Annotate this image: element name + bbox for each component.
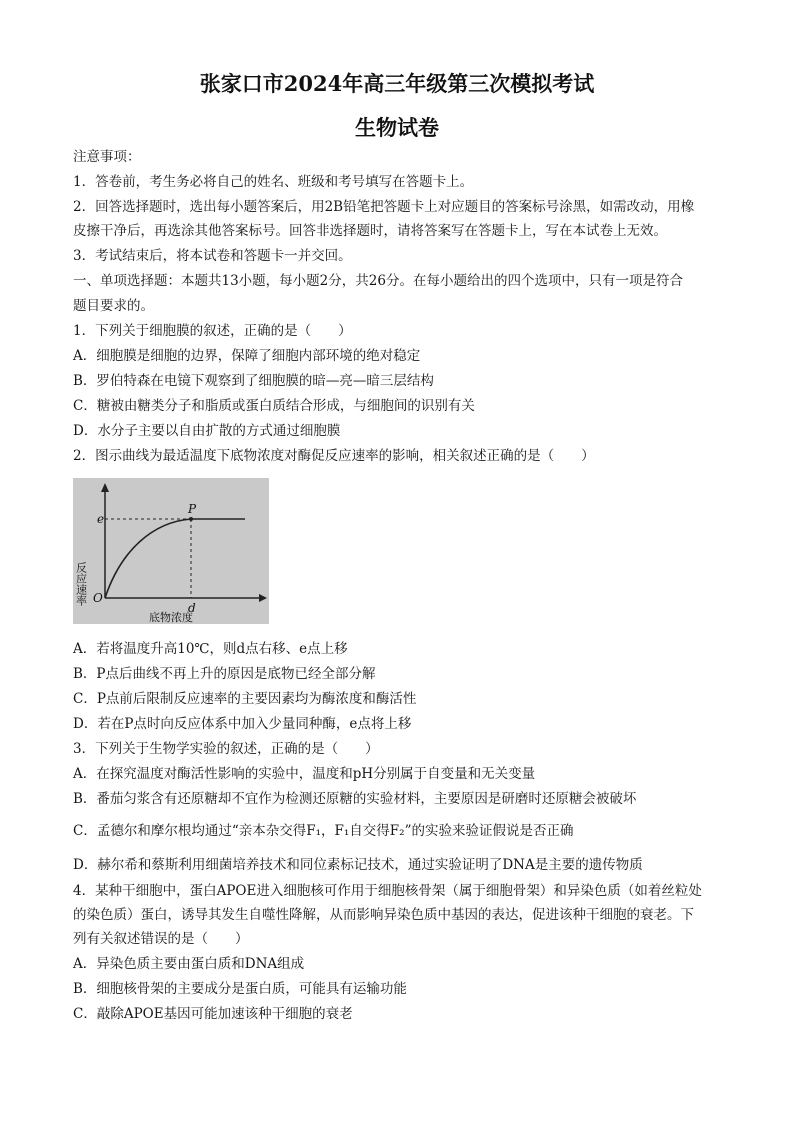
note-item: 3．考试结束后，将本试卷和答题卡一并交回。 (73, 248, 352, 264)
x-axis-title: 底物浓度 (149, 611, 193, 624)
x-mark-label: d (188, 601, 196, 615)
question-3-stem: 3．下列关于生物学实验的叙述，正确的是（ ） (73, 741, 379, 757)
question-3-option-c: C．孟德尔和摩尔根均通过“亲本杂交得F₁，F₁自交得F₂”的实验来验证假说是否正确 (73, 823, 574, 839)
x-axis-arrow (259, 594, 267, 602)
note-item-continued: 皮擦干净后，再选涂其他答案标号。回答非选择题时，请将答案写在答题卡上，写在本试卷上无效。 (73, 223, 667, 239)
question-2-option-c: C．P点前后限制反应速率的主要因素均为酶浓度和酶活性 (73, 691, 417, 707)
notes-heading: 注意事项： (73, 149, 141, 165)
question-2-stem: 2．图示曲线为最适温度下底物浓度对酶促反应速率的影响，相关叙述正确的是（ ） (73, 448, 595, 464)
note-item: 1．答卷前，考生务必将自己的姓名、班级和考号填写在答题卡上。 (73, 174, 474, 190)
question-2-option-b: B．P点后曲线不再上升的原因是底物已经全部分解 (73, 666, 376, 682)
question-1-option-d: D．水分子主要以自由扩散的方式通过细胞膜 (73, 423, 341, 439)
y-axis-title: 反应速率 (74, 562, 88, 606)
note-item: 2．回答选择题时，选出每小题答案后，用2B铅笔把答题卡上对应题目的答案标号涂黑，如需改动，用橡 (73, 199, 695, 215)
rate-curve-graph (73, 478, 269, 624)
question-1-option-c: C．糖被由糖类分子和脂质或蛋白质结合形成，与细胞间的识别有关 (73, 398, 475, 414)
question-1-stem: 1．下列关于细胞膜的叙述，正确的是（ ） (73, 323, 352, 339)
question-2-option-a: A．若将温度升高10℃，则d点右移、e点上移 (73, 641, 348, 657)
question-3-option-d: D．赫尔希和蔡斯利用细菌培养技术和同位素标记技术，通过实验证明了DNA是主要的遗传物质 (73, 857, 643, 873)
question-2-option-d: D．若在P点时向反应体系中加入少量同种酶，e点将上移 (73, 716, 412, 732)
exam-subject-title: 生物试卷 (355, 115, 439, 140)
question-1-option-b: B．罗伯特森在电镜下观察到了细胞膜的暗—亮—暗三层结构 (73, 373, 434, 389)
question-4-stem: 4．某种干细胞中，蛋白APOE进入细胞核可作用于细胞核骨架（属于细胞骨架）和异染色质（如着丝粒处 (73, 883, 702, 899)
question-4-stem-continued: 列有关叙述错误的是（ ） (73, 931, 249, 947)
y-axis-arrow (101, 483, 109, 492)
question-4-stem-continued: 的染色质）蛋白，诱导其发生自噬性降解，从而影响异染色质中基因的表达，促进该种干细胞的衰老。下 (73, 907, 694, 923)
question-1-option-a: A．细胞膜是细胞的边界，保障了细胞内部环境的绝对稳定 (73, 348, 421, 364)
question-3-option-b: B．番茄匀浆含有还原糖却不宜作为检测还原糖的实验材料，主要原因是研磨时还原糖会被破坏 (73, 791, 637, 807)
point-p-marker (189, 517, 193, 521)
section-heading-continued: 题目要求的。 (73, 298, 154, 314)
exam-title: 张家口市2024年高三年级第三次模拟考试 (199, 71, 595, 96)
origin-label: O (93, 591, 103, 605)
y-mark-label: e (97, 512, 105, 526)
rate-curve (105, 519, 245, 598)
section-heading: 一、单项选择题：本题共13小题，每小题2分，共26分。在每小题给出的四个选项中，只有一项是符合 (73, 273, 683, 289)
enzyme-rate-figure (73, 478, 269, 624)
question-4-option-b: B．细胞核骨架的主要成分是蛋白质，可能具有运输功能 (73, 981, 407, 997)
question-3-option-a: A．在探究温度对酶活性影响的实验中，温度和pH分别属于自变量和无关变量 (73, 766, 536, 782)
question-4-option-a: A．异染色质主要由蛋白质和DNA组成 (73, 956, 305, 972)
point-p-label: P (188, 502, 197, 516)
question-4-option-c: C．敲除APOE基因可能加速该种干细胞的衰老 (73, 1006, 353, 1022)
